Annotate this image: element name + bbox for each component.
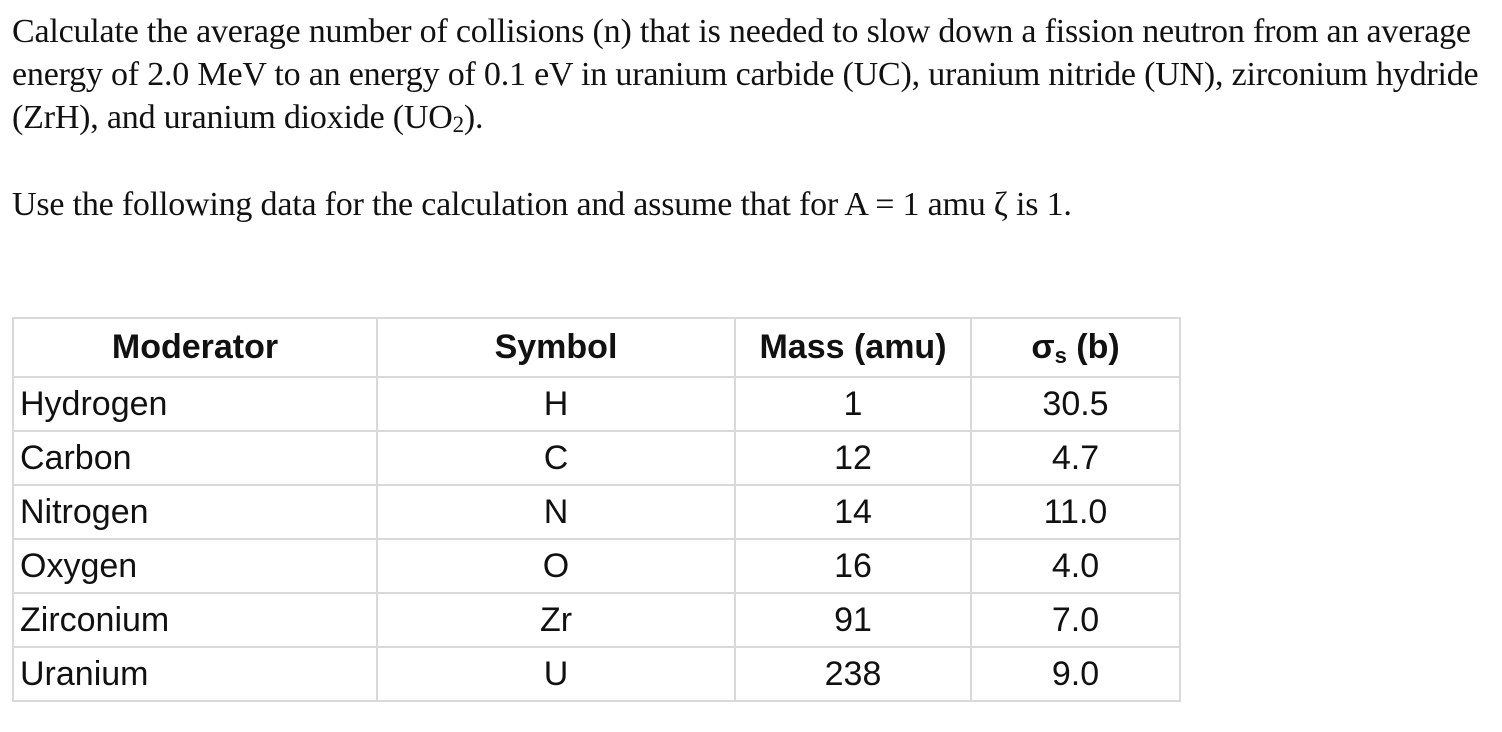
- cell-symbol: O: [377, 539, 735, 593]
- cell-symbol: H: [377, 377, 735, 431]
- cell-mass: 238: [735, 647, 971, 701]
- header-moderator: Moderator: [13, 318, 377, 377]
- cell-moderator: Carbon: [13, 431, 377, 485]
- cell-cross-section: 9.0: [971, 647, 1180, 701]
- table-row: [13, 485, 1180, 539]
- cell-moderator: Hydrogen: [13, 377, 377, 431]
- table-row: [13, 647, 1180, 701]
- cell-cross-section: 30.5: [971, 377, 1180, 431]
- cell-mass: 1: [735, 377, 971, 431]
- cell-symbol: U: [377, 647, 735, 701]
- cell-symbol: N: [377, 485, 735, 539]
- table-header-row: [13, 318, 1180, 377]
- cell-mass: 16: [735, 539, 971, 593]
- problem-text: [12, 10, 1497, 226]
- cell-mass: 12: [735, 431, 971, 485]
- cell-cross-section: 4.7: [971, 431, 1180, 485]
- table-row: [13, 539, 1180, 593]
- problem-statement-text: Calculate the average number of collisions (n) that is needed to slow down a fission neutron from an average energy of 2.0 MeV to an energy of 0.1 eV in uranium carbide (UC), uranium nitride (UN), zirconium hydride (ZrH), and uranium dioxide (UO: [12, 13, 1479, 136]
- cell-symbol: C: [377, 431, 735, 485]
- sigma-subscript: s: [1054, 343, 1067, 368]
- cell-mass: 14: [735, 485, 971, 539]
- table-row: [13, 431, 1180, 485]
- header-cross-section: [971, 318, 1180, 377]
- table-row: [13, 593, 1180, 647]
- moderator-data-table: [12, 317, 1181, 702]
- table-row: [13, 377, 1180, 431]
- cell-moderator: Oxygen: [13, 539, 377, 593]
- cell-moderator: Nitrogen: [13, 485, 377, 539]
- cell-cross-section: 7.0: [971, 593, 1180, 647]
- cell-mass: 91: [735, 593, 971, 647]
- cell-moderator: Zirconium: [13, 593, 377, 647]
- header-mass: Mass (amu): [735, 318, 971, 377]
- cell-symbol: Zr: [377, 593, 735, 647]
- dioxide-subscript: 2: [452, 112, 464, 137]
- sigma-symbol: σ: [1031, 328, 1055, 366]
- problem-instruction: Use the following data for the calculation and assume that for A = 1 amu ζ is 1.: [12, 186, 1072, 223]
- cell-moderator: Uranium: [13, 647, 377, 701]
- problem-statement: [12, 10, 1497, 139]
- sigma-unit: (b): [1066, 328, 1120, 366]
- cell-cross-section: 11.0: [971, 485, 1180, 539]
- header-symbol: Symbol: [377, 318, 735, 377]
- cell-cross-section: 4.0: [971, 539, 1180, 593]
- problem-statement-end: ).: [463, 99, 484, 136]
